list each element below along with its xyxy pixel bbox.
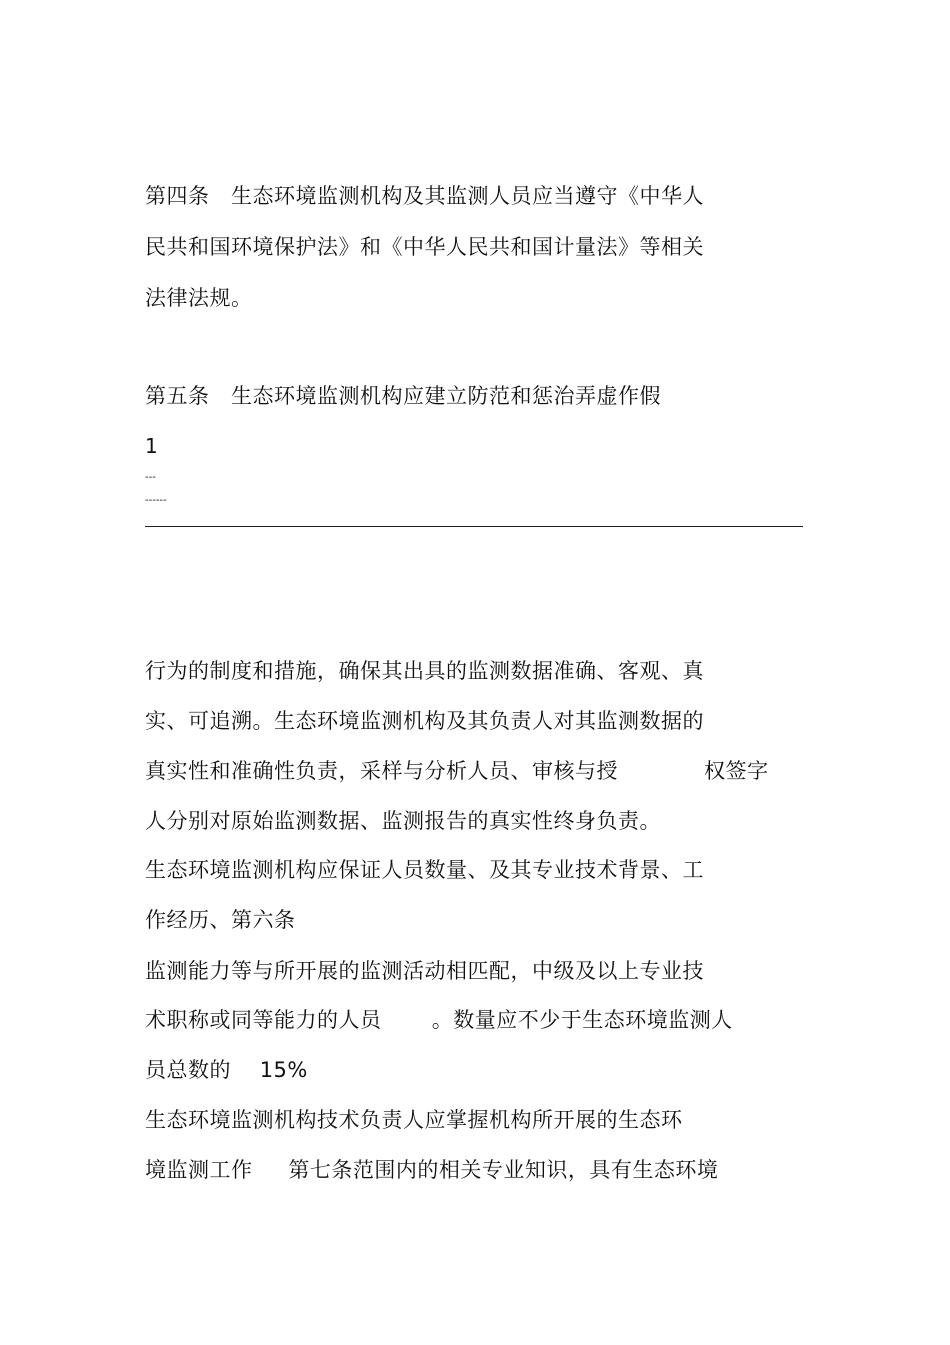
body-line-4: 人分别对原始监测数据、监测报告的真实性终身负责。 [145, 809, 661, 833]
body-line-5: 生态环境监测机构应保证人员数量、及其专业技术背景、工 [145, 858, 704, 882]
article-4-line-1: 第四条 生态环境监测机构及其监测人员应当遵守《中华人 [145, 184, 705, 208]
body-line-8: 术职称或同等能力的人员 。数量应不少于生态环境监测人 [145, 1008, 733, 1032]
footer-dash-long: ------ [145, 495, 167, 506]
body-line-10: 生态环境监测机构技术负责人应掌握机构所开展的生态环 [145, 1108, 683, 1132]
body-line-7: 监测能力等与所开展的监测活动相匹配，中级及以上专业技 [145, 959, 704, 983]
body-line-6: 作经历、第六条 [145, 908, 296, 932]
article-5-line-1: 第五条 生态环境监测机构应建立防范和惩治弄虚作假 [145, 384, 662, 408]
page-number: 1 [145, 434, 158, 458]
body-line-9: 员总数的 15% [145, 1058, 308, 1082]
footer-dash-short: --- [145, 472, 156, 483]
article-4-line-3: 法律法规。 [145, 286, 253, 310]
article-4-line-2: 民共和国环境保护法》和《中华人民共和国计量法》等相关 [145, 235, 704, 259]
body-line-11: 境监测工作 第七条范围内的相关专业知识，具有生态环境 [145, 1158, 719, 1182]
body-line-1: 行为的制度和措施，确保其出具的监测数据准确、客观、真 [145, 659, 704, 683]
page-separator-rule [145, 526, 803, 527]
body-line-3: 真实性和准确性负责，采样与分析人员、审核与授 权签字 [145, 759, 769, 783]
body-line-2: 实、可追溯。生态环境监测机构及其负责人对其监测数据的 [145, 709, 704, 733]
